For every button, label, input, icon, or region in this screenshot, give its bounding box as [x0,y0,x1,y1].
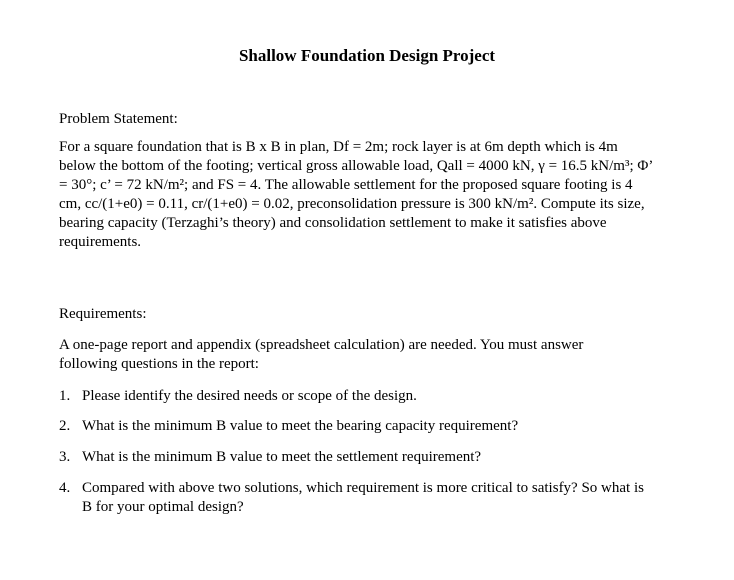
problem-line: below the bottom of the footing; vertical gross allowable load, Qall = 4000 kN, γ = 16.5 kN/m³; Φ’ [59,158,654,174]
requirements-label: Requirements: [59,306,147,322]
question-number: 4. [59,480,71,496]
problem-line: cm, cc/(1+e0) = 0.11, cr/(1+e0) = 0.02, preconsolidation pressure is 300 kN/m². Compute its size, [59,196,645,212]
question-text: What is the minimum B value to meet the settlement requirement? [82,449,482,465]
problem-line: bearing capacity (Terzaghi’s theory) and consolidation settlement to make it satisfies above [59,215,607,231]
question-item [59,479,689,517]
question-item [59,417,689,436]
requirements-line: A one-page report and appendix (spreadsheet calculation) are needed. You must answer [59,337,584,353]
requirements-paragraph [59,336,689,374]
page-title: Shallow Foundation Design Project [238,46,496,65]
question-number: 3. [59,449,71,465]
problem-line: requirements. [59,234,142,250]
question-text: Please identify the desired needs or scope of the design. [82,388,417,404]
problem-line: = 30°; c’ = 72 kN/m²; and FS = 4. The allowable settlement for the proposed square footing is 4 [59,177,633,193]
question-text: B for your optimal design? [82,499,244,515]
question-item [59,387,689,406]
problem-statement-label: Problem Statement: [59,111,178,127]
question-text: Compared with above two solutions, which requirement is more critical to satisfy? So what is [82,480,644,496]
question-number: 2. [59,418,71,434]
requirements-line: following questions in the report: [59,356,259,372]
question-number: 1. [59,388,71,404]
problem-line: For a square foundation that is B x B in plan, Df = 2m; rock layer is at 6m depth which is 4m [59,139,618,155]
problem-statement-paragraph [59,138,689,252]
question-item [59,448,689,467]
question-text: What is the minimum B value to meet the bearing capacity requirement? [82,418,519,434]
